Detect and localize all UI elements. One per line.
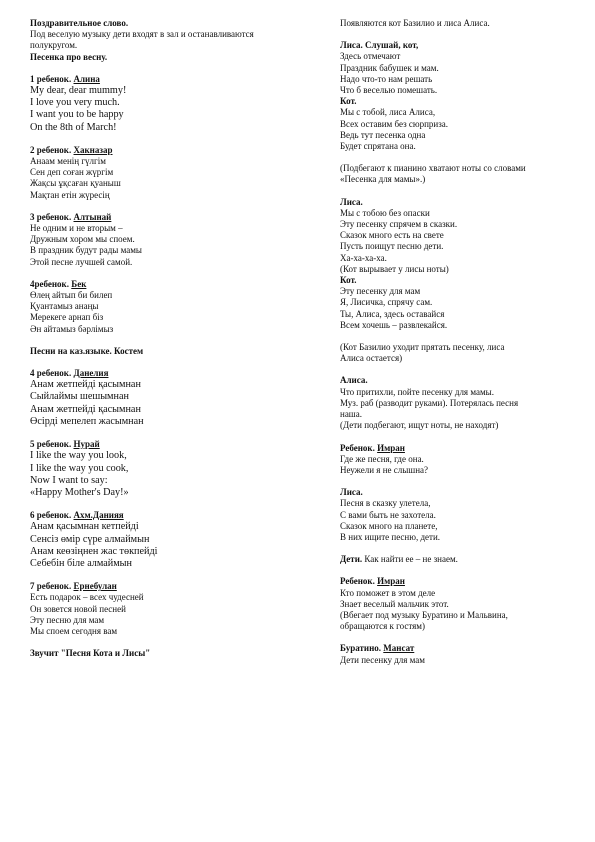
poem-line: Себебін біле алмаймын xyxy=(30,557,132,569)
speaker-heading: 6 ребенок. Ахм.Данияя xyxy=(30,510,124,521)
poem-line: Сенсіз өмір сүре алмаймын xyxy=(30,533,150,545)
poem-line: Мерекеге арнап біз xyxy=(30,312,104,323)
speaker-heading: 3 ребенок. Алтынай xyxy=(30,211,112,222)
speaker-name: Мансат xyxy=(383,643,415,654)
poem-line: Жақсы ұқсаған қуаныш xyxy=(30,178,121,189)
closing-line: Звучит "Песня Кота и Лисы" xyxy=(30,648,151,659)
speaker-heading: Дети. xyxy=(340,554,363,565)
poem-line: Ән айтамыз бәрлімыз xyxy=(30,323,114,334)
script-line: Я, Лисичка, спрячу сам. xyxy=(340,297,433,308)
script-line: Знает веселый мальчик этот. xyxy=(340,598,449,609)
poem-line: I want you to be happy xyxy=(30,109,124,121)
poem-line: Анаам менің гүлгім xyxy=(30,156,106,167)
speaker-heading: Лиса. Слушай, кот, xyxy=(340,40,419,51)
script-line: Кто поможет в этом деле xyxy=(340,587,436,598)
stage-direction: (Вбегает под музыку Буратино и Мальвина, xyxy=(340,609,508,620)
poem-line: Өсірді мепелеп жасымнан xyxy=(30,415,144,427)
script-line: Пусть поищут песню дети. xyxy=(340,241,444,252)
poem-line: I love you very much. xyxy=(30,97,120,109)
script-line: Мы с тобой, лиса Алиса, xyxy=(340,107,436,118)
script-line: наша. xyxy=(340,409,362,420)
script-line: Эту песенку для мам xyxy=(340,286,421,297)
speaker-heading: Лиса. xyxy=(340,487,363,498)
song-heading: Песни на каз.языке. Костем xyxy=(30,345,144,356)
poem-line: Дружным хором мы споем. xyxy=(30,234,135,245)
stage-direction: (Кот вырывает у лисы ноты) xyxy=(340,263,449,274)
stage-direction: Алиса остается) xyxy=(340,353,403,364)
speaker-heading: Ребенок. Имран xyxy=(340,576,405,587)
speaker-name: Ахм.Данияя xyxy=(73,510,124,521)
poem-line: Анам жетпейді қасымнан xyxy=(30,379,141,391)
intro-line: полукругом. xyxy=(30,40,78,51)
speaker-heading: 2 ребенок. Хакназар xyxy=(30,144,113,155)
poem-line: Мақтан етін жүресің xyxy=(30,189,110,200)
speaker-heading: 1 ребенок. Алина xyxy=(30,73,100,84)
stage-direction: (Подбегают к пианино хватают ноты со словами xyxy=(340,163,526,174)
speaker-heading: Лиса. xyxy=(340,196,363,207)
script-line: Праздник бабушек и мам. xyxy=(340,62,439,73)
script-line: Что б веселью помешать. xyxy=(340,85,438,96)
poem-line: My dear, dear mummy! xyxy=(30,85,127,97)
poem-line: Анам қасымнан кетпейді xyxy=(30,521,139,533)
poem-line: Этой песне лучшей самой. xyxy=(30,256,133,267)
poem-line: Сен деп соған жүргім xyxy=(30,167,114,178)
speaker-name: Нурай xyxy=(73,439,100,450)
poem-line: «Happy Mother's Day!» xyxy=(30,486,129,498)
script-line: Мы с тобою без опаски xyxy=(340,207,430,218)
speaker-heading: Кот. xyxy=(340,96,357,107)
script-line: Ты, Алиса, здесь оставайся xyxy=(340,308,445,319)
stage-direction: (Кот Базилио уходит прятать песенку, лиса xyxy=(340,342,505,353)
poem-line: Өлең айтып би билеп xyxy=(30,290,113,301)
script-line: Что притихли, пойте песенку для мамы. xyxy=(340,386,494,397)
poem-line: Мы споем сегодня вам xyxy=(30,625,118,636)
poem-line: Қуантамыз анаңы xyxy=(30,301,99,312)
script-line: Здесь отмечают xyxy=(340,51,401,62)
poem-line: I like the way you cook, xyxy=(30,462,129,474)
speaker-heading: Буратино. Мансат xyxy=(340,643,415,654)
left-column xyxy=(30,18,320,659)
poem-line: Он зовется новой песней xyxy=(30,603,126,614)
poem-line: On the 8th of March! xyxy=(30,121,117,133)
poem-line: В праздник будут рады мамы xyxy=(30,245,142,256)
poem-line: Now I want to say: xyxy=(30,474,108,486)
script-line: Ведь тут песенка одна xyxy=(340,129,426,140)
right-column xyxy=(340,18,580,666)
script-line: Сказок много на планете, xyxy=(340,520,438,531)
speaker-heading: 4 ребенок. Данелия xyxy=(30,368,109,379)
script-line: Всем хочешь – развлекайся. xyxy=(340,319,448,330)
script-line: Дети песенку для мам xyxy=(340,654,425,665)
script-line: Ха-ха-ха-ха. xyxy=(340,252,387,263)
script-line: Где же песня, где она. xyxy=(340,453,424,464)
speaker-heading: Ребенок. Имран xyxy=(340,442,405,453)
script-line: Надо что-то нам решать xyxy=(340,73,433,84)
poem-line: Есть подарок – всех чудесней xyxy=(30,592,144,603)
script-line: Неужели я не слышна? xyxy=(340,464,429,475)
poem-line: I like the way you look, xyxy=(30,450,127,462)
poem-line: Анам жетпейді қасымнан xyxy=(30,403,141,415)
speaker-name: Имран xyxy=(377,442,405,453)
kids-line: Дети. Как найти ее – не знаем. xyxy=(340,554,458,565)
speaker-heading: 5 ребенок. Нурай xyxy=(30,439,100,450)
speaker-heading: 7 ребенок. Ернебулан xyxy=(30,581,117,592)
speaker-name: Данелия xyxy=(73,368,109,379)
poem-line: Анам кеөзіңнен жас төкпейді xyxy=(30,545,158,557)
song-heading: Песенка про весну. xyxy=(30,51,108,62)
poem-line: Сыйлаймы шешымнан xyxy=(30,391,129,403)
speaker-heading: 4ребенок. Бек xyxy=(30,278,87,289)
poem-line: Эту песню для мам xyxy=(30,614,105,625)
script-line: Эту песенку спрячем в сказки. xyxy=(340,219,458,230)
intro-line: Под веселую музыку дети входят в зал и останавливаются xyxy=(30,29,254,40)
script-line: В них ищите песню, дети. xyxy=(340,531,441,542)
poem-line: Не одним и не вторым – xyxy=(30,223,123,234)
stage-direction: (Дети подбегают, ищут ноты, не находят) xyxy=(340,420,499,431)
script-line: Муз. раб (разводит руками). Потерялась песня xyxy=(340,397,519,408)
script-line: С вами быть не захотела. xyxy=(340,509,436,520)
stage-direction: «Песенка для мамы».) xyxy=(340,174,426,185)
speaker-name: Хакназар xyxy=(73,144,113,155)
script-line: Всех оставим без сюрприза. xyxy=(340,118,449,129)
stage-direction: обращаются к гостям) xyxy=(340,621,425,632)
speaker-heading: Кот. xyxy=(340,275,357,286)
speaker-name: Алтынай xyxy=(73,211,112,222)
speaker-heading: Алиса. xyxy=(340,375,368,386)
speaker-name: Алина xyxy=(73,73,100,84)
speaker-name: Имран xyxy=(377,576,405,587)
speaker-name: Бек xyxy=(71,278,87,289)
script-line: Песня в сказку улетела, xyxy=(340,498,431,509)
speaker-name: Ернебулан xyxy=(73,581,117,592)
intro-title: Поздравительное слово. xyxy=(30,18,129,28)
script-line: Сказок много есть на свете xyxy=(340,230,444,241)
stage-direction: Появляются кот Базилио и лиса Алиса. xyxy=(340,18,490,28)
script-line: Будет спрятана она. xyxy=(340,141,416,152)
